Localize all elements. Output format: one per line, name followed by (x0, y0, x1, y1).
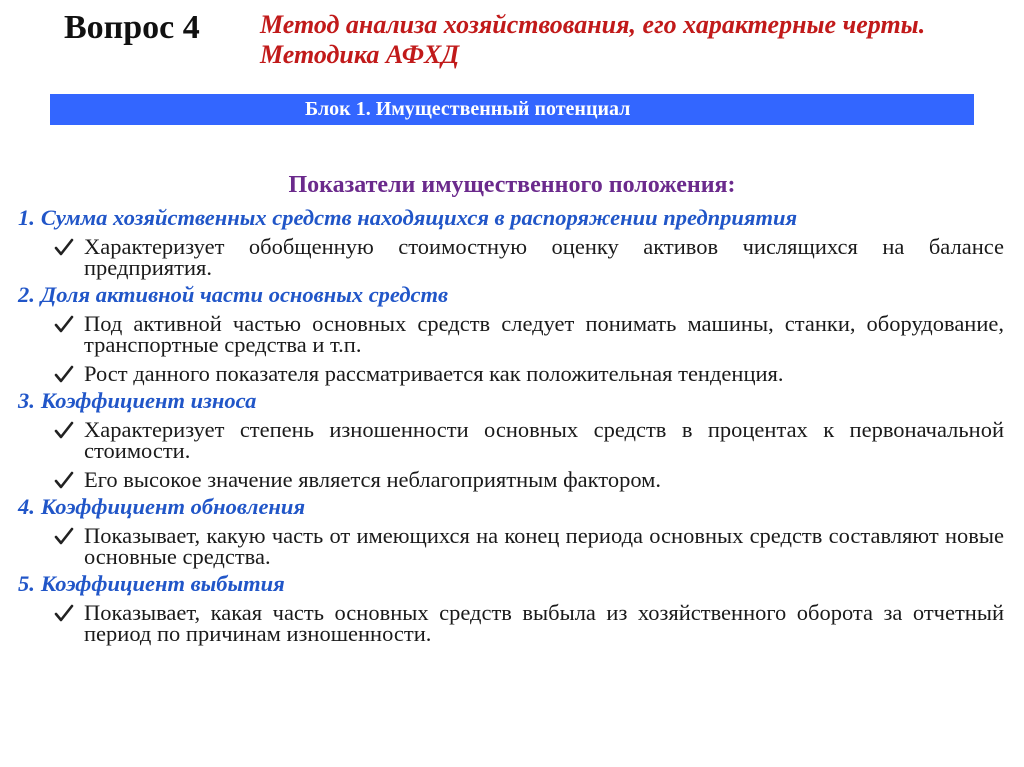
indicator-number: 2. (18, 282, 35, 307)
indicator-list (18, 203, 1004, 650)
bullet-text: Под активной частью основных средств следует понимать машины, станки, оборудование, транспортные средства и т.п. (84, 311, 1004, 357)
bullet-item (18, 236, 1004, 278)
checkmark-icon (53, 363, 75, 385)
bullet-list (18, 236, 1004, 278)
indicator-title-text: Коэффициент износа (40, 388, 257, 413)
bullet-list (18, 419, 1004, 490)
bullet-item (18, 469, 1004, 490)
block-bar: Блок 1. Имущественный потенциал (50, 94, 974, 125)
bullet-text: Рост данного показателя рассматривается как положительная тенденция. (84, 361, 784, 386)
bullet-list (18, 525, 1004, 567)
checkmark-icon (53, 525, 75, 547)
bullet-text: Показывает, какая часть основных средств выбыла из хозяйственного оборота за отчетный период по причинам изношенности. (84, 600, 1004, 646)
bullet-item (18, 419, 1004, 461)
bullet-text: Его высокое значение является неблагоприятным фактором. (84, 467, 662, 492)
indicator-number: 3. (18, 388, 35, 413)
question-label: Вопрос 4 (64, 9, 200, 46)
indicator-title-text: Сумма хозяйственных средств находящихся в распоряжении предприятия (40, 205, 798, 230)
indicator-title-text: Доля активной части основных средств (40, 282, 449, 307)
checkmark-icon (53, 313, 75, 335)
indicator-number: 5. (18, 571, 35, 596)
checkmark-icon (53, 236, 75, 258)
indicator-title-5 (18, 573, 1004, 594)
bullet-list (18, 602, 1004, 644)
indicator-number: 4. (18, 494, 35, 519)
bullet-list (18, 313, 1004, 384)
checkmark-icon (53, 602, 75, 624)
bullet-item (18, 363, 1004, 384)
bullet-text: Показывает, какую часть от имеющихся на конец периода основных средств составляют новые основные средства. (84, 523, 1004, 569)
bullet-text: Характеризует обобщенную стоимостную оценку активов числящихся на балансе предприятия. (84, 234, 1004, 280)
section-heading: Показатели имущественного положения: (288, 172, 736, 198)
bullet-text: Характеризует степень изношенности основных средств в процентах к первоначальной стоимости. (84, 417, 1004, 463)
bullet-item (18, 313, 1004, 355)
indicator-title-text: Коэффициент обновления (40, 494, 306, 519)
checkmark-icon (53, 419, 75, 441)
indicator-title-2 (18, 284, 1004, 305)
bullet-item (18, 525, 1004, 567)
indicator-title-1 (18, 207, 1004, 228)
indicator-title-text: Коэффициент выбытия (40, 571, 285, 596)
indicator-title-3 (18, 390, 1004, 411)
indicator-number: 1. (18, 205, 35, 230)
question-title: Метод анализа хозяйствования, его характерные черты. Методика АФХД (260, 10, 926, 69)
bullet-item (18, 602, 1004, 644)
checkmark-icon (53, 469, 75, 491)
indicator-title-4 (18, 496, 1004, 517)
